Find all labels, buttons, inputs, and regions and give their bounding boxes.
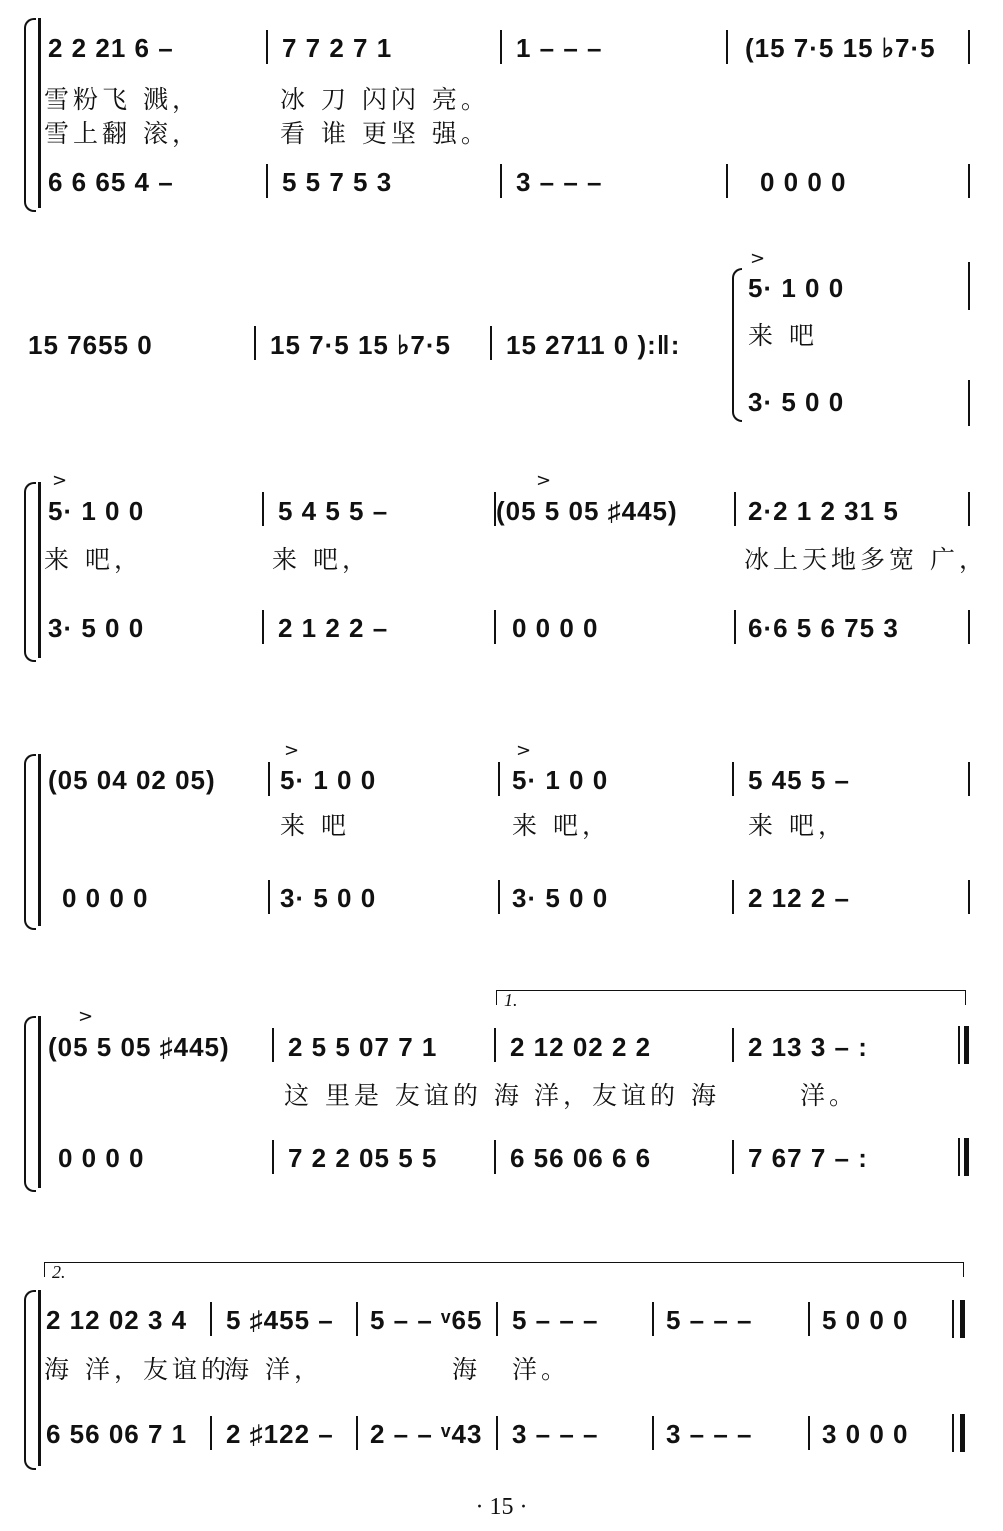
barline [968,262,970,310]
measure-3-upper: 5 – – ᵛ65 [370,1305,483,1335]
measure-5-upper: 5 – – – [666,1305,753,1335]
measure-2-lower: 5 5 7 5 3 [282,167,393,197]
measure-6-lower: 3 0 0 0 [822,1419,909,1449]
volta-label-second: 2. [52,1262,66,1282]
barline [652,1416,654,1450]
measure-2-upper: 7 7 2 7 1 [282,33,393,63]
barline [726,30,728,64]
barline [262,492,264,526]
barline [732,762,734,796]
lyric-m1-v2: 雪上翻 滚， [44,119,201,148]
lower-voice-line [0,608,1003,648]
barline [494,1028,496,1062]
upper-voice-line [0,268,1003,308]
final-barline-thin [952,1300,954,1338]
measure-4-upper: 5 – – – [512,1305,599,1335]
barline [500,164,502,198]
measure-4-lower: 7 67 7 – : [748,1143,868,1173]
repeat-barline-thin [958,1026,960,1064]
measure-1-lower: 6 56 06 7 1 [46,1419,188,1449]
measure-2-upper: 5· 1 0 0 [280,765,377,795]
repeat-barline-thick [964,1138,969,1176]
lyric-m2-v1: 这 里是 友谊的 海 [284,1081,523,1110]
barline [268,880,270,914]
lyrics-verse-1 [0,1076,1003,1116]
measure-4-lower: 2 12 2 – [748,883,850,913]
barline [968,30,970,64]
measure-4-lower: 3· 5 0 0 [748,387,845,417]
lyrics-verse-1 [0,540,1003,580]
lower-voice-line [0,382,1003,422]
lyrics-verse-1 [0,1350,1003,1390]
lyric-m4-v1: 冰上天地多宽 广， [744,545,988,574]
measure-3-upper: 1 – – – [516,33,603,63]
accent-mark: > [750,248,766,269]
upper-voice-line [0,760,1003,800]
lyrics-verse-1 [0,316,1003,356]
lyric-m1-v1: 雪粉飞 溅， [44,85,201,114]
lyric-m2-v2: 看 谁 更坚 强。 [280,119,490,148]
accent-mark: > [536,470,552,491]
measure-4-upper: 2 13 3 – : [748,1032,868,1062]
accent-mark: > [284,740,300,761]
lyrics-verse-2 [0,114,1003,154]
barline [968,880,970,914]
barline [266,164,268,198]
barline [496,1416,498,1450]
measure-1-upper: 2 2 21 6 – [48,33,174,63]
measure-3-lower: 6 56 06 6 6 [510,1143,652,1173]
measure-4-lower: 0 0 0 0 [760,167,847,197]
final-barline-thick [960,1414,965,1452]
measure-3-lower: 2 – – ᵛ43 [370,1419,483,1449]
lyric-m2-v1: 来 吧， [272,545,371,574]
measure-5-lower: 3 – – – [666,1419,753,1449]
lyric-m4-v1: 洋。 [800,1081,859,1110]
barline [734,610,736,644]
measure-1-lower: 6 6 65 4 – [48,167,174,197]
barline [356,1416,358,1450]
lower-voice-line [0,1414,1003,1454]
barline [356,1302,358,1336]
measure-3-upper: (05 5 05 ♯445) [496,496,678,526]
accent-mark: > [516,740,532,761]
page-number: · 15 · [475,1494,528,1520]
measure-1-lower: 0 0 0 0 [58,1143,145,1173]
barline [808,1302,810,1336]
lyric-m3-v1: 来 吧， [512,811,611,840]
lyric-m1-v1: 海 洋，友谊的 [44,1355,230,1384]
measure-1-upper: 5· 1 0 0 [48,496,145,526]
measure-1-upper: 2 12 02 3 4 [46,1305,188,1335]
barline [494,1140,496,1174]
measure-2-upper: 15 7·5 15 ♭7·5 [270,330,451,360]
lower-voice-line [0,878,1003,918]
barline [968,762,970,796]
lower-voice-line [0,1138,1003,1178]
barline [266,30,268,64]
barline [500,30,502,64]
measure-3-lower: 3· 5 0 0 [512,883,609,913]
measure-1-upper: 15 7655 0 [28,330,153,360]
barline [808,1416,810,1450]
final-barline-thin [952,1414,954,1452]
measure-4-lower: 3 – – – [512,1419,599,1449]
upper-voice-line [0,491,1003,531]
lyric-m1-v1: 来 吧， [44,545,143,574]
measure-6-upper: 5 0 0 0 [822,1305,909,1335]
measure-1-lower: 0 0 0 0 [62,883,149,913]
measure-2-lower: 2 ♯122 – [226,1419,334,1449]
lyric-m3-v1: 洋，友谊的 海 [534,1081,720,1110]
barline [494,610,496,644]
measure-1-upper: (05 04 02 05) [48,765,216,795]
barline [498,762,500,796]
measure-3-lower: 3 – – – [516,167,603,197]
measure-3-upper: 5· 1 0 0 [512,765,609,795]
barline [210,1416,212,1450]
measure-4-upper: (15 7·5 15 ♭7·5 [745,33,936,63]
lyric-m3-v1: 海 [452,1355,482,1384]
barline [732,880,734,914]
barline [968,492,970,526]
volta-label-first: 1. [504,990,518,1010]
lyrics-verse-1 [0,806,1003,846]
measure-4-lower: 6·6 5 6 75 3 [748,613,899,643]
barline [968,610,970,644]
measure-2-lower: 7 2 2 05 5 5 [288,1143,438,1173]
measure-3-lower: 0 0 0 0 [512,613,599,643]
barline [732,1140,734,1174]
measure-4-upper: 5 45 5 – [748,765,850,795]
barline [726,164,728,198]
accent-mark: > [52,470,68,491]
barline [968,164,970,198]
measure-3-upper: 15 2711 0 ):‖: [506,330,681,360]
measure-1-lower: 3· 5 0 0 [48,613,145,643]
lyric-m4-v1: 来 吧， [748,811,847,840]
measure-3-upper: 2 12 02 2 2 [510,1032,652,1062]
volta-bracket-first [496,990,966,1005]
lyric-m2-v1: 海 洋， [224,1355,323,1384]
lyric-m2-v1: 冰 刀 闪闪 亮。 [280,85,490,114]
barline [732,1028,734,1062]
accent-mark: > [78,1006,94,1027]
barline [268,762,270,796]
barline [968,380,970,426]
lyric-m4-v1: 来 吧 [748,321,818,350]
measure-4-upper: 5· 1 0 0 [748,273,845,303]
upper-voice-line [0,1300,1003,1340]
barline [272,1028,274,1062]
repeat-barline-thin [958,1138,960,1176]
measure-2-upper: 2 5 5 07 7 1 [288,1032,438,1062]
repeat-barline-thick [964,1026,969,1064]
measure-4-upper: 2·2 1 2 31 5 [748,496,899,526]
measure-1-upper: (05 5 05 ♯445) [48,1032,230,1062]
barline [262,610,264,644]
barline [494,492,496,526]
volta-bracket-second [44,1262,964,1277]
measure-2-upper: 5 ♯455 – [226,1305,334,1335]
barline [496,1302,498,1336]
measure-2-upper: 5 4 5 5 – [278,496,389,526]
measure-2-lower: 2 1 2 2 – [278,613,389,643]
lyric-m2-v1: 来 吧 [280,811,350,840]
barline [652,1302,654,1336]
barline [272,1140,274,1174]
lyric-m4-v1: 洋。 [512,1355,571,1384]
upper-voice-line [0,1027,1003,1067]
barline [498,880,500,914]
barline [210,1302,212,1336]
measure-2-lower: 3· 5 0 0 [280,883,377,913]
barline [734,492,736,526]
final-barline-thick [960,1300,965,1338]
